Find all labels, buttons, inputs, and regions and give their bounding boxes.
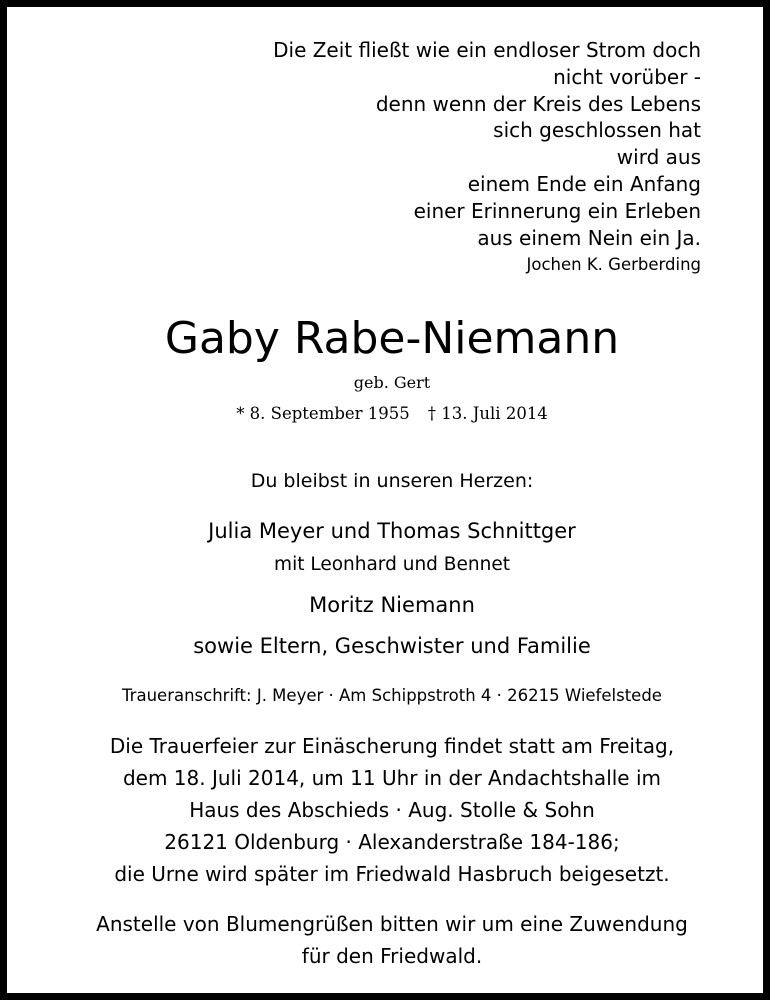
deceased-name: Gaby Rabe-Niemann: [164, 313, 620, 364]
flowers-note: [7, 908, 770, 972]
family-line: mit Leonhard und Bennet: [274, 554, 510, 575]
maiden-name: geb. Gert: [353, 373, 431, 392]
birth-date: * 8. September 1955: [236, 404, 410, 423]
ceremony-line: Haus des Abschieds · Aug. Stolle & Sohn: [189, 798, 595, 822]
poem: [273, 37, 701, 278]
family-line: Julia Meyer und Thomas Schnittger: [208, 519, 576, 543]
ceremony-line: Die Trauerfeier zur Einäscherung findet statt am Freitag,: [109, 734, 675, 758]
poem-line: wird aus: [616, 145, 701, 170]
poem-line: denn wenn der Kreis des Lebens: [375, 91, 701, 116]
life-dates: [7, 402, 770, 426]
flowers-note-line: Anstelle von Blumengrüßen bitten wir um eine Zuwendung: [96, 912, 688, 936]
poem-line: nicht vorüber -: [553, 64, 701, 89]
death-date: † 13. Juli 2014: [427, 404, 548, 423]
ceremony-line: dem 18. Juli 2014, um 11 Uhr in der Andachtshalle im: [122, 766, 662, 790]
poem-author: Jochen K. Gerberding: [526, 255, 701, 275]
mourning-address: Traueranschrift: J. Meyer · Am Schippstroth 4 · 26215 Wiefelstede: [122, 686, 662, 705]
ceremony-line: die Urne wird später im Friedwald Hasbruch beigesetzt.: [114, 862, 670, 886]
family-line: sowie Eltern, Geschwister und Familie: [193, 634, 591, 658]
poem-line: sich geschlossen hat: [493, 118, 701, 143]
poem-line: einer Erinnerung ein Erleben: [413, 198, 701, 223]
tribute-line: Du bleibst in unseren Herzen:: [250, 470, 534, 492]
ceremony-line: 26121 Oldenburg · Alexanderstraße 184-186;: [164, 830, 620, 854]
flowers-note-line: für den Friedwald.: [301, 944, 483, 968]
poem-line: Die Zeit fließt wie ein endloser Strom doch: [273, 38, 701, 62]
poem-line: aus einem Nein ein Ja.: [477, 225, 701, 250]
family-line: Moritz Niemann: [309, 593, 475, 617]
poem-line: einem Ende ein Anfang: [467, 171, 701, 196]
ceremony-details: [7, 730, 770, 890]
